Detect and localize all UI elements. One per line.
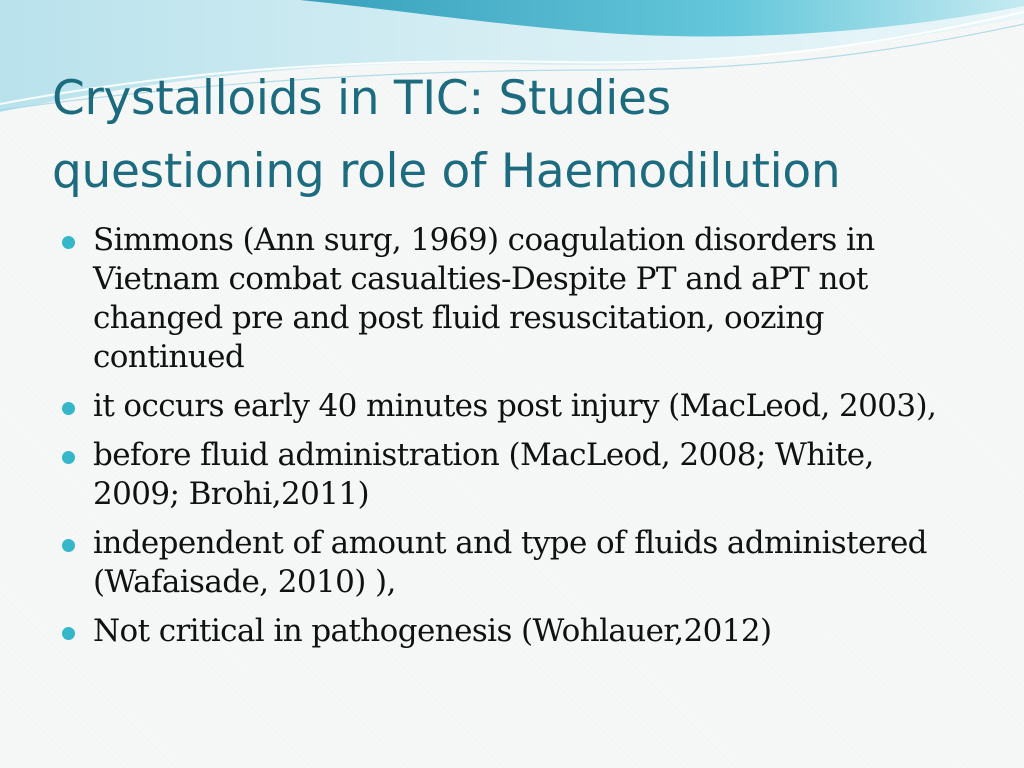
bullet-text: before fluid administration (MacLeod, 2008; White, 2009; Brohi,2011) bbox=[93, 437, 874, 512]
bullet-dot-icon bbox=[62, 627, 75, 640]
bullet-item bbox=[56, 221, 956, 377]
bullet-item bbox=[56, 612, 956, 651]
bullet-item bbox=[56, 524, 956, 602]
bullet-list bbox=[56, 221, 956, 661]
bullet-text: it occurs early 40 minutes post injury (MacLeod, 2003), bbox=[93, 388, 937, 424]
bullet-dot-icon bbox=[62, 539, 75, 552]
title-line-1: Crystalloids in TIC: Studies bbox=[52, 71, 671, 126]
bullet-text: Simmons (Ann surg, 1969) coagulation disorders in Vietnam combat casualties-Despite PT and aPT not changed pre and post fluid resuscitation, oozing continued bbox=[93, 222, 875, 375]
bullet-text: independent of amount and type of fluids administered (Wafaisade, 2010) ), bbox=[93, 525, 927, 600]
bullet-text: Not critical in pathogenesis (Wohlauer,2012) bbox=[93, 613, 772, 649]
bullet-item bbox=[56, 387, 956, 426]
bullet-dot-icon bbox=[62, 402, 75, 415]
title-line-2: questioning role of Haemodilution bbox=[52, 144, 841, 199]
bullet-dot-icon bbox=[62, 451, 75, 464]
slide-title bbox=[52, 62, 1002, 208]
bullet-item bbox=[56, 436, 956, 514]
bullet-dot-icon bbox=[62, 236, 75, 249]
